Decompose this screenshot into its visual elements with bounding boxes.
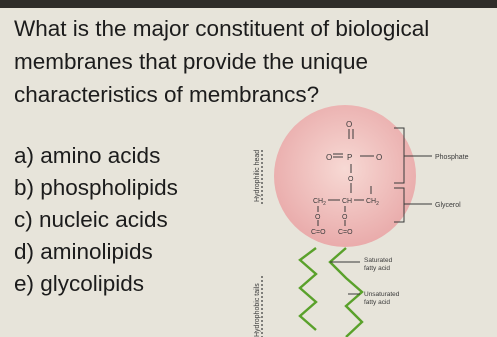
saturated-label-1: Saturated — [364, 257, 393, 264]
ch-mid: CH — [342, 198, 353, 205]
ester-oxygen-left: O — [315, 214, 321, 221]
option-b[interactable]: b) phospholipids — [14, 175, 178, 200]
carbonyl-left: C=O — [311, 229, 326, 236]
tail-right — [330, 248, 362, 337]
oxygen-left: O — [326, 153, 333, 162]
phosphate-label: Phosphate — [435, 154, 469, 161]
unsaturated-label-1: Unsaturated — [364, 291, 400, 298]
question-line-2: membranes that provide the unique — [14, 49, 368, 74]
ch2-left: $CH_2$ — [313, 198, 326, 207]
hydrophobic-tails-label: Hydrophobic tails — [254, 283, 261, 337]
ch2-right: $CH_2$ — [366, 198, 379, 207]
tail-left — [300, 248, 316, 330]
unsaturated-label-2: fatty acid — [364, 299, 391, 306]
glycerol-label: Glycerol — [435, 202, 461, 209]
oxygen-mid: O — [348, 176, 354, 183]
option-d[interactable]: d) aminolipids — [14, 239, 153, 264]
option-c[interactable]: c) nucleic acids — [14, 207, 168, 232]
carbonyl-right: C=O — [338, 229, 353, 236]
option-e[interactable]: e) glycolipids — [14, 271, 145, 296]
question-line-1: What is the major constituent of biological — [14, 16, 430, 41]
hydrophilic-head-label: Hydrophilic head — [254, 149, 261, 202]
question-line-3: characteristics of membrancs? — [14, 82, 320, 107]
ester-oxygen-right: O — [342, 214, 348, 221]
fatty-acid-tails — [300, 248, 362, 337]
option-a[interactable]: a) amino acids — [14, 143, 161, 168]
saturated-label-2: fatty acid — [364, 265, 391, 272]
oxygen-top: O — [346, 120, 353, 129]
oxygen-right: O — [376, 153, 383, 162]
phosphorus-atom: P — [347, 153, 353, 162]
